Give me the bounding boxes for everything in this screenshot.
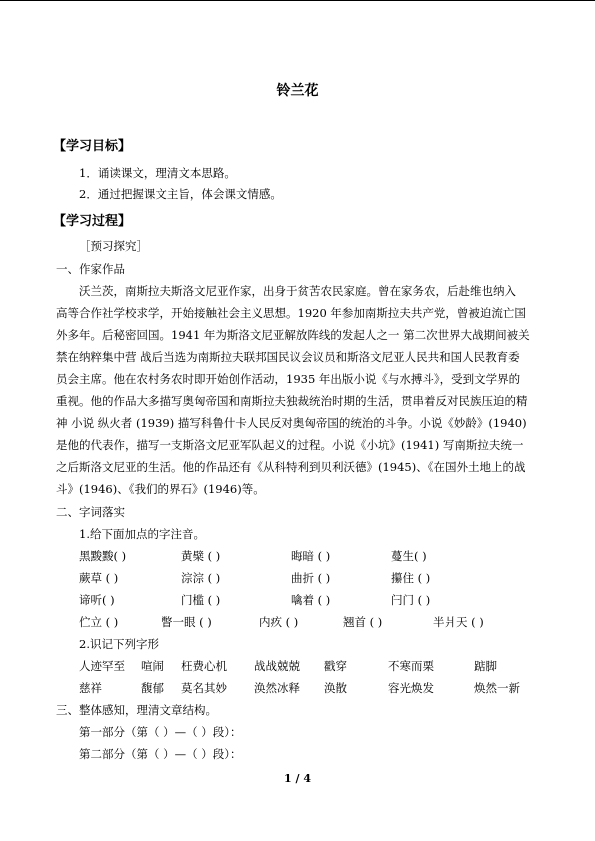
word-item: 战战兢兢 <box>254 659 300 673</box>
pinyin-item: 翘首 ( ) <box>343 615 383 629</box>
author-para-line: 员会主席。他在农村务农时即开始创作活动，1935 年出版小说《与水搏斗》，受到文学界的 <box>56 372 521 386</box>
pinyin-item: 蔓生( ) <box>391 549 427 563</box>
author-para-line: 沃兰茨，南斯拉夫斯洛文尼亚作家，出身于贫苦农民家庭。曾在家务农，后赴维也纳入 <box>79 284 516 298</box>
word-item: 踮脚 <box>474 659 497 673</box>
pinyin-item: 谛听( ) <box>79 593 115 607</box>
author-para-line: 是他的代表作，描写一支斯洛文尼亚军队起义的过程。小说《小坑》(1941) 写南斯拉夫统一 <box>56 438 524 452</box>
section-heading-structure: 三、整体感知，理清文章结构。 <box>56 703 217 717</box>
structure-line-1: 第一部分（第（ ）—（ ）段）： <box>79 725 242 739</box>
pinyin-item: 伫立 ( ) <box>79 615 119 629</box>
pinyin-item: 瞥一眼 ( ) <box>161 615 212 629</box>
author-para-line: 神 小说 纵火者 (1939) 描写科鲁什卡人民反对奥匈帝国的统治的斗争。小说《妙龄》(1940) <box>56 416 527 430</box>
author-para-line: 高等合作社学校求学，开始接触社会主义思想。1920 年参加南斯拉夫共产党，曾被迫流亡国 <box>56 306 526 320</box>
word-item: 馥郁 <box>141 681 164 695</box>
word-item: 戳穿 <box>324 659 347 673</box>
page-title: 铃兰花 <box>276 83 319 99</box>
top-rule <box>0 0 595 1</box>
pinyin-item: 门槛 ( ) <box>181 593 221 607</box>
pinyin-item: 半爿天 ( ) <box>433 615 484 629</box>
question-pinyin-label: 1.给下面加点的字注音。 <box>79 527 205 541</box>
author-para-line: 外多年。后秘密回国。1941 年为斯洛文尼亚解放阵线的发起人之一 第二次世界大战期间被关 <box>56 328 530 342</box>
preview-label: ［预习探究］ <box>79 239 148 253</box>
pinyin-item: 蕨草 ( ) <box>79 571 119 585</box>
pinyin-item: 黑黢黢( ) <box>79 549 127 563</box>
objectives-heading: 【学习目标】 <box>53 139 132 154</box>
word-item: 容光焕发 <box>388 681 434 695</box>
pinyin-item: 攥住 ( ) <box>391 571 431 585</box>
section-heading-words: 二、字词落实 <box>56 505 125 519</box>
word-item: 莫名其妙 <box>181 681 227 695</box>
word-item: 涣散 <box>324 681 347 695</box>
pinyin-item: 闩门 ( ) <box>391 593 431 607</box>
objective-item-2: 2．通过把握课文主旨，体会课文情感。 <box>79 187 282 201</box>
word-item: 焕然一新 <box>474 681 520 695</box>
pinyin-item: 内疚 ( ) <box>259 615 299 629</box>
pinyin-item: 曲折 ( ) <box>291 571 331 585</box>
page-number: 1 / 4 <box>284 772 311 785</box>
objective-item-1: 1．诵读课文，理清文本思路。 <box>79 166 236 180</box>
process-heading: 【学习过程】 <box>53 214 132 229</box>
word-item: 人迹罕至 <box>79 659 125 673</box>
pinyin-item: 噙着 ( ) <box>291 593 331 607</box>
author-para-line: 禁在纳粹集中营 战后当选为南斯拉夫联邦国民议会议员和斯洛文尼亚人民共和国人民教育委 <box>56 350 520 364</box>
section-heading-author: 一、作家作品 <box>56 262 125 276</box>
word-item: 不寒而栗 <box>388 659 434 673</box>
word-item: 慈祥 <box>79 681 102 695</box>
pinyin-item: 晦暗 ( ) <box>291 549 331 563</box>
word-item: 枉费心机 <box>181 659 227 673</box>
word-item: 涣然冰释 <box>254 681 300 695</box>
structure-line-2: 第二部分（第（ ）—（ ）段）： <box>79 747 242 761</box>
question-glyph-label: 2.识记下列字形 <box>79 637 159 651</box>
author-para-line: 之后斯洛文尼亚的生活。他的作品还有《从科特利到贝利沃德》(1945)、《在国外土地上的战 <box>56 460 526 474</box>
pinyin-item: 淙淙 ( ) <box>181 571 221 585</box>
author-para-line: 斗》(1946)、《我们的界石》(1946)等。 <box>56 482 265 496</box>
pinyin-item: 黄檗 ( ) <box>181 549 221 563</box>
word-item: 喧闹 <box>141 659 164 673</box>
author-para-line: 重视。他的作品大多描写奥匈帝国和南斯拉夫独裁统治时期的生活，贯串着反对民族压迫的精 <box>56 394 528 408</box>
